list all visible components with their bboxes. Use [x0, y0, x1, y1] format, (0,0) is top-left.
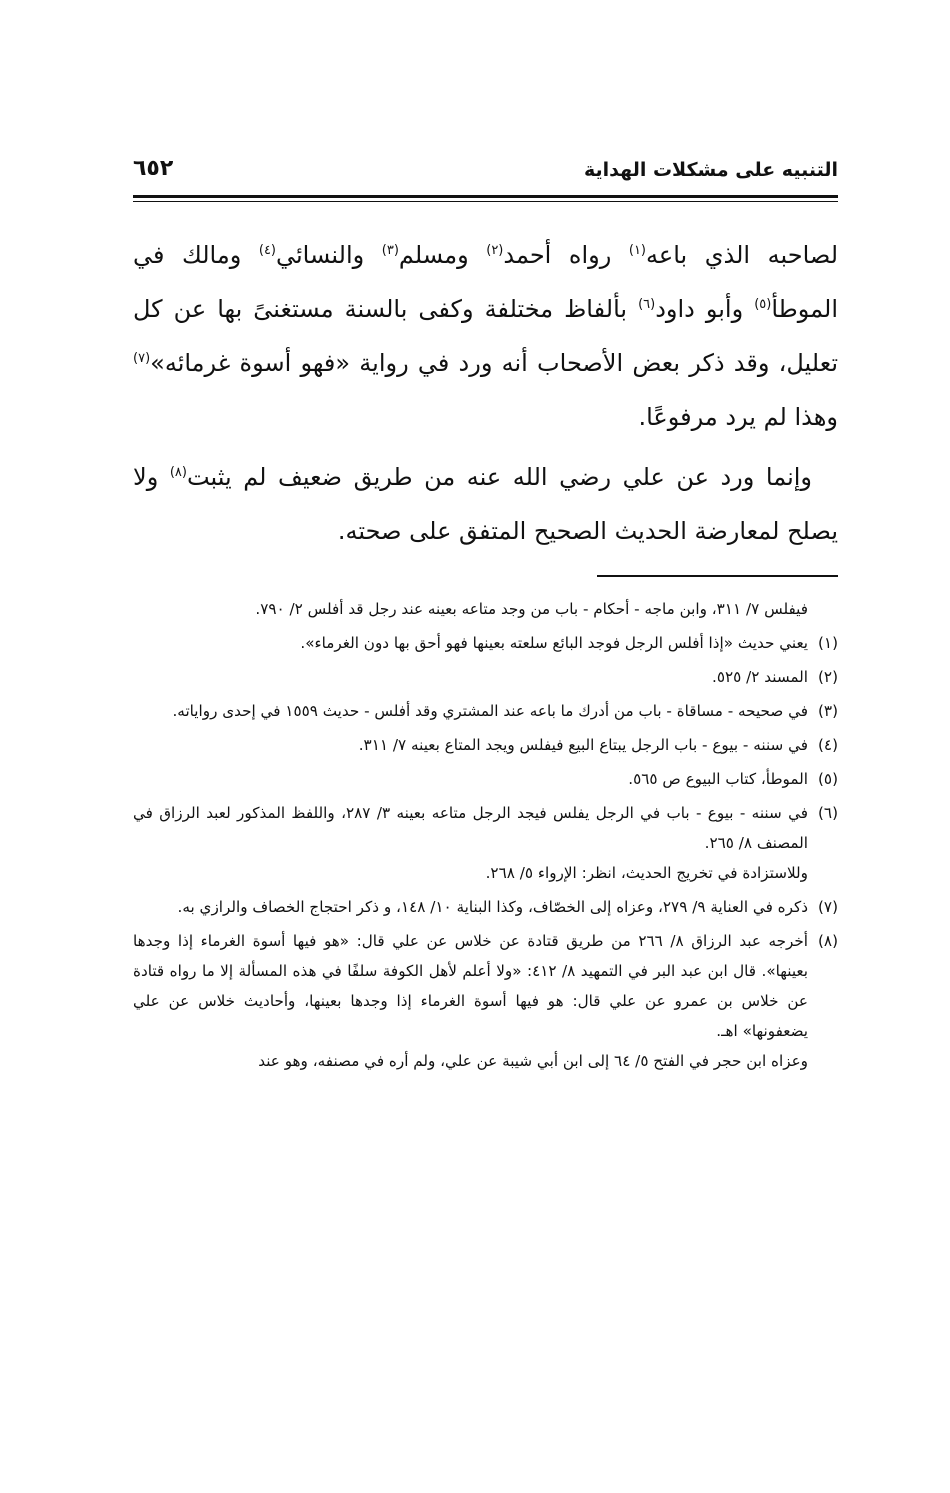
footnote-marker-6: (٦) — [638, 297, 656, 312]
paragraph-2 — [133, 450, 838, 558]
footnotes — [133, 594, 838, 1080]
footnote-text: يعني حديث «إذا أفلس الرجل فوجد البائع سلعته بعينها فهو أحق بها دون الغرماء». — [300, 634, 808, 652]
footnote-5 — [133, 764, 838, 794]
page-number: ٦٥٢ — [133, 156, 174, 181]
footnote-number: (٧) — [817, 898, 838, 916]
footnote-number: (٦) — [817, 804, 838, 822]
header-rule-thin — [133, 201, 838, 202]
text-run: ومالك في الموطأ — [133, 241, 839, 323]
footnote-continuation: فيفلس ٧/ ٣١١، وابن ماجه - أحكام - باب من وجد متاعه بعينه عند رجل قد أفلس ٢/ ٧٩٠. — [255, 600, 808, 618]
footnote-marker-2: (٢) — [486, 243, 504, 258]
footnote-8 — [133, 926, 838, 1076]
footnote-marker-3: (٣) — [381, 243, 399, 258]
footnote-text-continued: وللاستزادة في تخريج الحديث، انظر: الإرواء ٥/ ٢٦٨. — [485, 864, 808, 882]
text-run: وأبو داود — [655, 295, 755, 323]
footnote-marker-4: (٤) — [258, 243, 276, 258]
footnote-7 — [133, 892, 838, 922]
text-run: بألفاظ مختلفة وكفى بالسنة مستغنىً بها عن كل تعليل، وقد ذكر بعض الأصحاب أنه ورد في رواية «فهو أسوة غرمائه» — [133, 295, 838, 377]
footnote-1 — [133, 628, 838, 658]
text-run: ومسلم — [398, 241, 487, 269]
running-title: التنبيه على مشكلات الهداية — [584, 159, 838, 181]
footnote-number: (٥) — [817, 770, 838, 788]
footnote-2 — [133, 662, 838, 692]
footnote-text: في صحيحه - مساقاة - باب من أدرك ما باعه عند المشتري وقد أفلس - حديث ١٥٥٩ في إحدى رواياته. — [172, 702, 808, 720]
footnote-marker-5: (٥) — [754, 297, 772, 312]
footnote-text-continued: وعزاه ابن حجر في الفتح ٥/ ٦٤ إلى ابن أبي شيبة عن علي، ولم أره في مصنفه، وهو عند — [258, 1052, 808, 1070]
text-run: لصاحبه الذي باعه — [646, 241, 839, 269]
footnote-marker-7: (٧) — [133, 351, 151, 366]
footnote-number: (١) — [817, 634, 838, 652]
page-header — [133, 156, 838, 181]
footnote-marker-8: (٨) — [169, 465, 187, 480]
footnote-marker-1: (١) — [628, 243, 646, 258]
footnote-text: المسند ٢/ ٥٢٥. — [712, 668, 808, 686]
footnote-text: في سننه - بيوع - باب الرجل يبتاع البيع فيفلس ويجد المتاع بعينه ٧/ ٣١١. — [358, 736, 808, 754]
footnote-separator — [597, 575, 838, 577]
header-rule-thick — [133, 195, 838, 198]
footnote-number: (٤) — [817, 736, 838, 754]
footnote-6 — [133, 798, 838, 888]
paragraph-1 — [133, 228, 838, 444]
footnote-number: (٣) — [817, 702, 838, 720]
text-run: والنسائي — [276, 241, 382, 269]
footnote-text: أخرجه عبد الرزاق ٨/ ٢٦٦ من طريق قتادة عن خلاس عن علي قال: «هو فيها أسوة الغرماء إذا وجدها بعينها». قال ابن عبد البر في التمهيد ٨/ ٤١٢: «ولا أعلم لأهل الكوفة سلفًا في هذه المسألة إلا ما رواه قتادة عن خلاس بن عمرو عن علي قال: هو فيها أسوة الغرماء إذا وجدها بعينها، وأحاديث خلاس عن علي يضعفونها» اهـ. — [133, 932, 809, 1040]
text-run: ولا يصلح لمعارضة الحديث الصحيح المتفق على صحته. — [133, 463, 838, 545]
text-run: وإنما ورد عن علي رضي الله عنه من طريق ضعيف لم يثبت — [186, 463, 813, 491]
text-run: رواه أحمد — [503, 241, 629, 269]
main-text — [133, 228, 838, 564]
footnote-4 — [133, 730, 838, 760]
footnote-text: الموطأ، كتاب البيوع ص ٥٦٥. — [628, 770, 808, 788]
footnote-number: (٨) — [817, 932, 838, 950]
text-run: وهذا لم يرد مرفوعًا. — [638, 403, 838, 431]
footnote-number: (٢) — [817, 668, 838, 686]
footnote-text: ذكره في العناية ٩/ ٢٧٩، وعزاه إلى الخصّاف، وكذا البناية ١٠/ ١٤٨، و ذكر احتجاج الخصاف والرازي به. — [177, 898, 808, 916]
footnote-3 — [133, 696, 838, 726]
footnote-text: في سننه - بيوع - باب في الرجل يفلس فيجد الرجل متاعه بعينه ٣/ ٢٨٧، واللفظ المذكور لعبد الرزاق في المصنف ٨/ ٢٦٥. — [133, 804, 808, 852]
